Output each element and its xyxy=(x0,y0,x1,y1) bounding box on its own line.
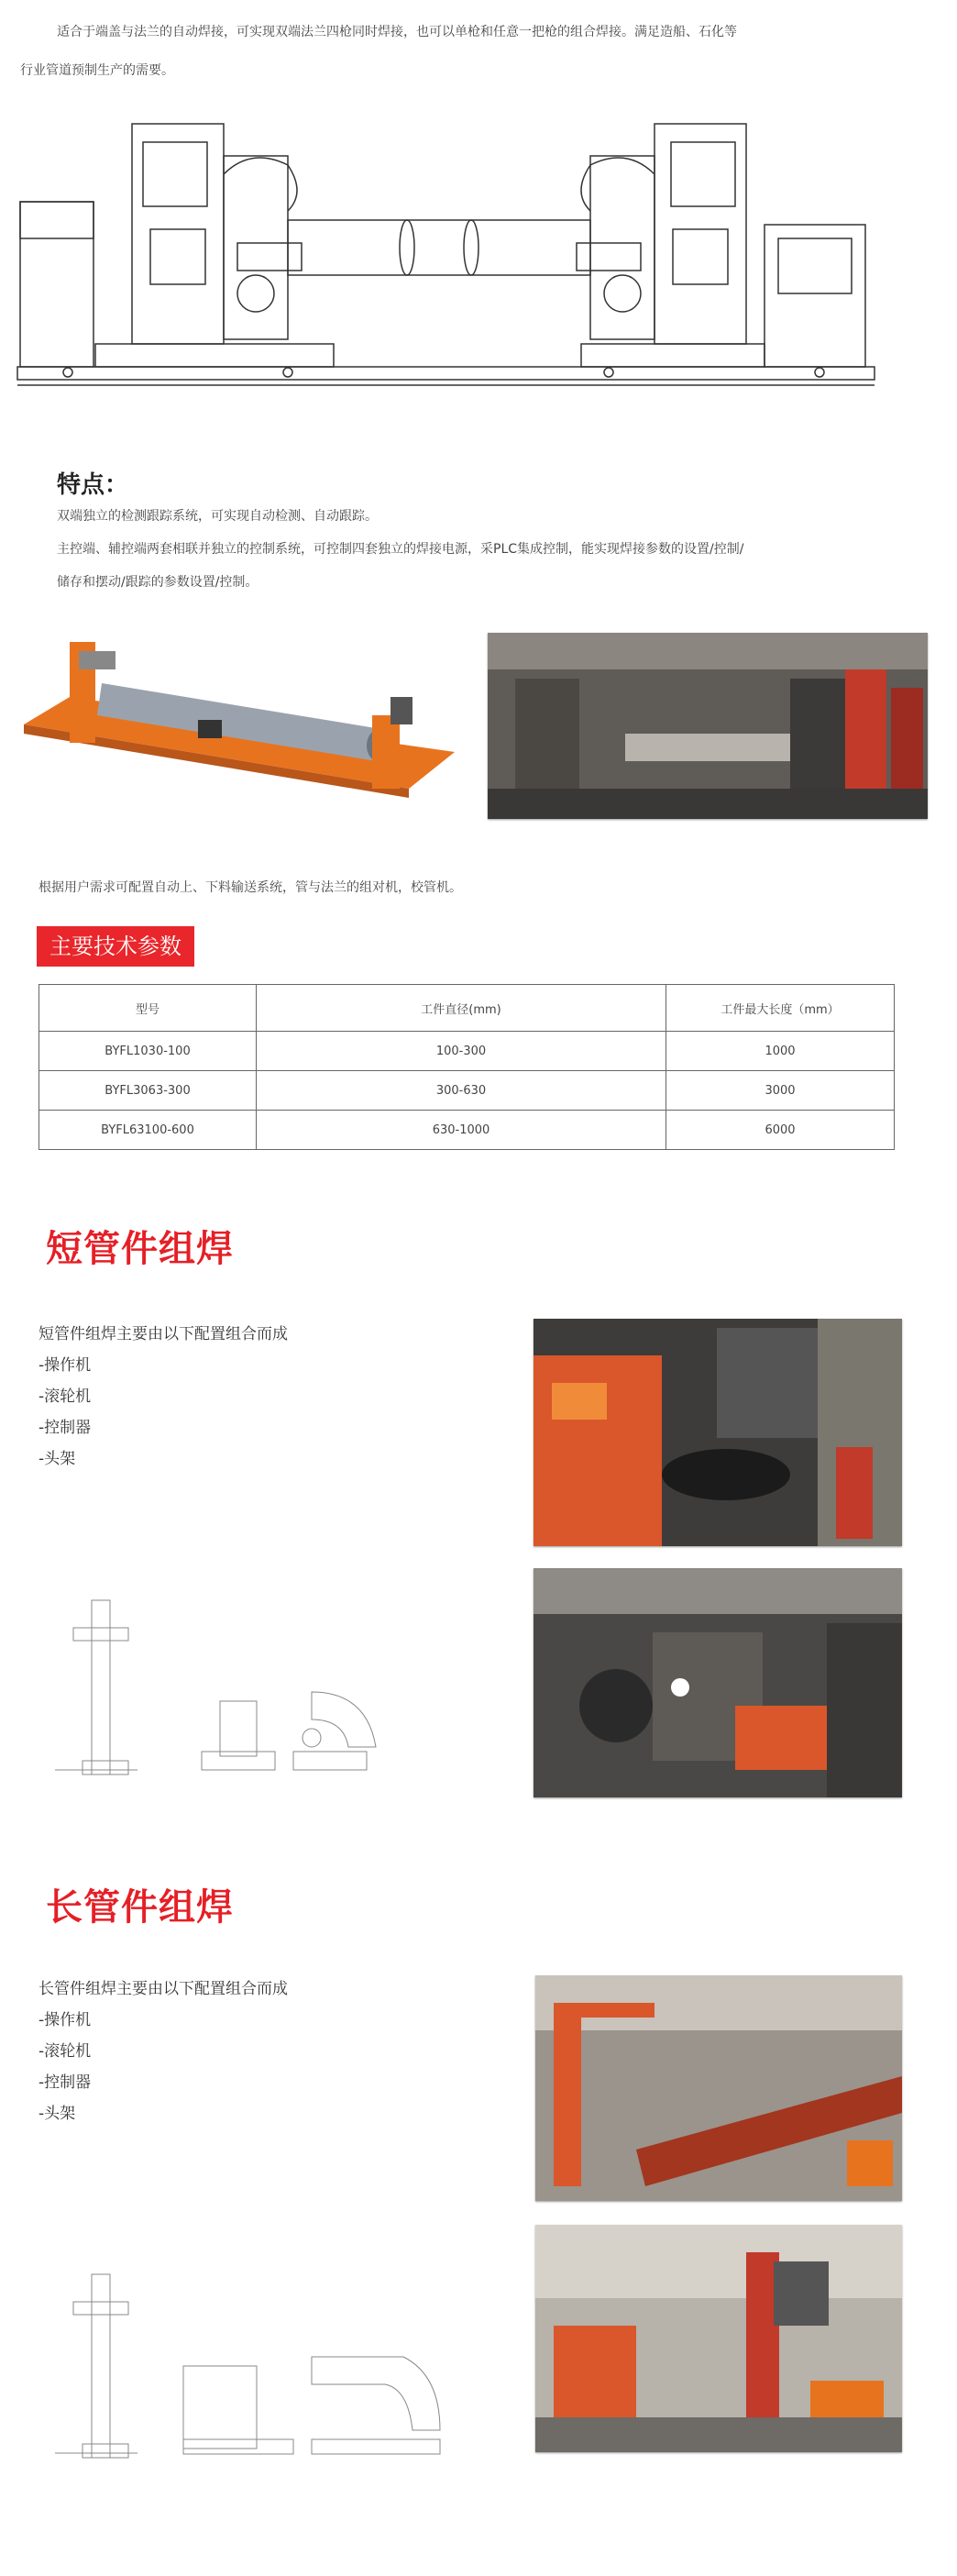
cell-diameter: 100-300 xyxy=(257,1032,666,1071)
short-pipe-intro: 短管件组焊主要由以下配置组合而成 xyxy=(38,1325,288,1343)
table-header-row xyxy=(39,985,895,1032)
cell-length: 1000 xyxy=(666,1032,895,1071)
long-pipe-drawing xyxy=(37,2265,449,2471)
intro-line-1: 适合于端盖与法兰的自动焊接，可实现双端法兰四枪同时焊接，也可以单枪和任意一把枪的组合焊接。满足造船、石化等 xyxy=(57,25,737,39)
long-pipe-photo-1 xyxy=(535,1975,902,2201)
long-pipe-intro: 长管件组焊主要由以下配置组合而成 xyxy=(38,1980,288,1998)
flange-welding-machine-render xyxy=(15,624,464,811)
intro-line-2: 行业管道预制生产的需要。 xyxy=(20,63,174,78)
specs-table xyxy=(38,984,895,1150)
short-pipe-photo-2 xyxy=(534,1568,902,1797)
list-item: -操作机 xyxy=(38,2011,92,2029)
list-item: -控制器 xyxy=(38,2073,92,2092)
list-item: -滚轮机 xyxy=(38,1388,92,1406)
long-pipe-title: 长管件组焊 xyxy=(46,1886,234,1929)
cell-model: BYFL63100-600 xyxy=(39,1111,257,1150)
short-pipe-drawing xyxy=(37,1591,385,1787)
table-row xyxy=(39,1071,895,1111)
config-note: 根据用户需求可配置自动上、下料输送系统，管与法兰的组对机，校管机。 xyxy=(38,880,462,895)
cell-model: BYFL1030-100 xyxy=(39,1032,257,1071)
cell-diameter: 630-1000 xyxy=(257,1111,666,1150)
cell-model: BYFL3063-300 xyxy=(39,1071,257,1111)
short-pipe-title: 短管件组焊 xyxy=(46,1228,234,1270)
list-item: -头架 xyxy=(38,1450,76,1468)
table-row xyxy=(39,1032,895,1071)
list-item: -控制器 xyxy=(38,1419,92,1437)
header-diameter: 工件直径(mm) xyxy=(257,985,666,1032)
list-item: -滚轮机 xyxy=(38,2042,92,2061)
header-model: 型号 xyxy=(39,985,257,1032)
short-pipe-photo-1 xyxy=(534,1319,902,1546)
short-pipe-list xyxy=(38,1319,288,1475)
feature-line-1: 双端独立的检测跟踪系统，可实现自动检测、自动跟踪。 xyxy=(57,509,378,524)
header-max-length: 工件最大长度（mm） xyxy=(666,985,895,1032)
double-flange-welding-machine-drawing xyxy=(13,110,884,416)
table-row xyxy=(39,1111,895,1150)
long-pipe-photo-2 xyxy=(535,2225,902,2452)
list-item: -操作机 xyxy=(38,1356,92,1375)
feature-line-3: 储存和摆动/跟踪的参数设置/控制。 xyxy=(57,575,258,590)
cell-diameter: 300-630 xyxy=(257,1071,666,1111)
feature-line-2: 主控端、辅控端两套相联并独立的控制系统，可控制四套独立的焊接电源，采PLC集成控制，能实现焊接参数的设置/控制/ xyxy=(57,542,744,557)
long-pipe-list xyxy=(38,1973,288,2129)
cell-length: 6000 xyxy=(666,1111,895,1150)
factory-photo-flange-welding xyxy=(488,633,928,819)
list-item: -头架 xyxy=(38,2105,76,2123)
specs-title: 主要技术参数 xyxy=(37,926,194,967)
cell-length: 3000 xyxy=(666,1071,895,1111)
features-title: 特点： xyxy=(57,471,129,499)
